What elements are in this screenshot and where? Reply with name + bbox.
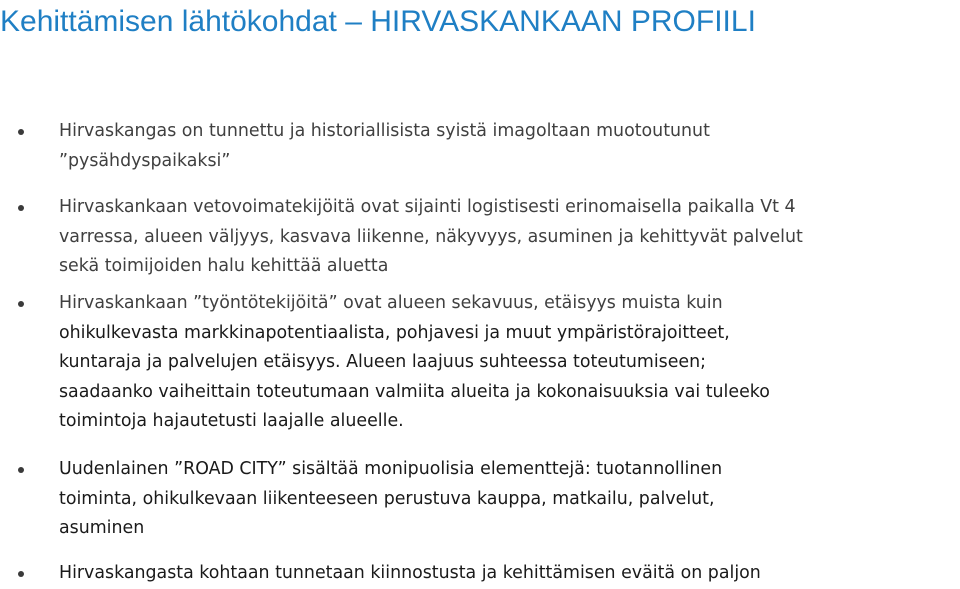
- bullet-dot-icon: [18, 467, 24, 473]
- bullet-text: [59, 559, 957, 589]
- bullet-text: [59, 455, 957, 544]
- bullet-text: [59, 117, 957, 176]
- bullet-line: sekä toimijoiden halu kehittää aluetta: [59, 256, 389, 276]
- bullet-text: [59, 289, 957, 437]
- bullet-line: Hirvaskangasta kohtaan tunnetaan kiinnostusta ja kehittämisen eväitä on paljon: [59, 563, 761, 583]
- bullet-line: ”pysähdyspaikaksi”: [59, 150, 231, 171]
- bullet-dot-icon: [18, 301, 24, 307]
- bullet-dot-icon: [18, 129, 24, 135]
- bullet-line: Hirvaskankaan ”työntötekijöitä” ovat alueen sekavuus, etäisyys muista kuin: [59, 293, 723, 313]
- bullet-dot-icon: [18, 205, 24, 211]
- bullet-line: Hirvaskangas on tunnettu ja historiallisista syistä imagoltaan muotoutunut: [59, 121, 710, 141]
- bullet-line: ohikulkevasta markkinapotentiaalista, pohjavesi ja muut ympäristörajoitteet,: [59, 322, 730, 343]
- bullet-line: toiminta, ohikulkevaan liikenteeseen perustuva kauppa, matkailu, palvelut,: [59, 488, 715, 509]
- bullet-line: Uudenlainen ”ROAD CITY” sisältää monipuolisia elementtejä: tuotannollinen: [59, 459, 723, 479]
- bullet-line: kuntaraja ja palvelujen etäisyys. Alueen laajuus suhteessa toteutumiseen;: [59, 352, 707, 372]
- bullet-dot-icon: [18, 571, 24, 577]
- slide-title: Kehittämisen lähtökohdat – HIRVASKANKAAN PROFIILI: [0, 5, 756, 38]
- bullet-line: saadaanko vaiheittain toteutumaan valmiita alueita ja kokonaisuuksia vai tuleeko: [59, 381, 770, 402]
- bullet-line: varressa, alueen väljyys, kasvava liikenne, näkyvyys, asuminen ja kehittyvät palvelut: [59, 226, 803, 247]
- bullet-line: Hirvaskankaan vetovoimatekijöitä ovat sijainti logistisesti erinomaisella paikalla Vt 4: [59, 197, 796, 217]
- bullet-text: [59, 193, 957, 282]
- bullet-line: asuminen: [59, 518, 145, 538]
- bullet-line: toimintoja hajautetusti laajalle alueelle.: [59, 411, 404, 431]
